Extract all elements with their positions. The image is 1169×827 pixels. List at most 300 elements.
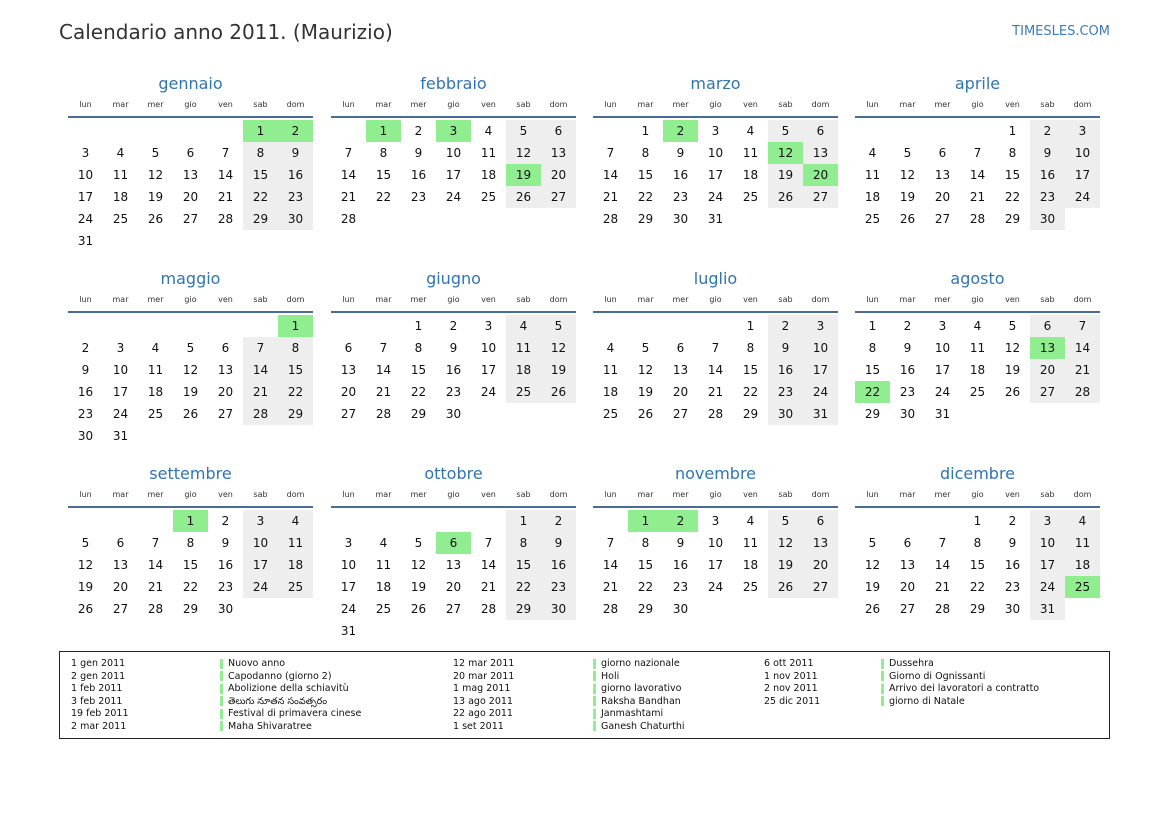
day-cell: 14 <box>243 359 278 381</box>
day-cell: 26 <box>899 212 916 226</box>
empty-cell <box>663 315 698 337</box>
day-cell: 11 <box>506 337 541 359</box>
day-cell: 4 <box>868 146 877 160</box>
day-cell: 5 <box>541 315 576 337</box>
day-cell: 14 <box>217 168 234 182</box>
legend-date: 22 ago 2011 <box>453 708 513 720</box>
day-cell: 12 <box>768 532 803 554</box>
weekday-header <box>593 98 838 118</box>
day-cell: 21 <box>934 580 951 594</box>
day-cell: 31 <box>1030 598 1065 620</box>
holiday-marker <box>593 709 596 719</box>
holiday-marker <box>593 659 596 669</box>
day-cell: 27 <box>934 212 951 226</box>
day-cell: 28 <box>707 407 724 421</box>
day-cell: 2 <box>81 341 90 355</box>
day-cell: 7 <box>973 146 982 160</box>
site-link[interactable]: TIMESLES.COM <box>1012 24 1110 39</box>
day-cell: 14 <box>969 168 986 182</box>
empty-cell <box>103 315 138 337</box>
empty-cell <box>366 315 401 337</box>
day-cell: 14 <box>602 168 619 182</box>
month-title: giugno <box>426 269 481 288</box>
month-title: agosto <box>950 269 1005 288</box>
day-cell: 22 <box>243 186 278 208</box>
day-cell: 28 <box>480 602 497 616</box>
day-cell: 17 <box>112 385 129 399</box>
legend-date: 1 set 2011 <box>453 720 504 732</box>
day-cell: 13 <box>445 558 462 572</box>
empty-cell <box>331 510 366 532</box>
day-cell: 17 <box>707 168 724 182</box>
weekday-label: dom <box>811 295 830 304</box>
weekday-label: ven <box>218 490 233 499</box>
day-cell: 9 <box>1030 142 1065 164</box>
legend-date: 13 ago 2011 <box>453 695 513 707</box>
day-cell: 29 <box>506 598 541 620</box>
day-cell: 8 <box>641 146 650 160</box>
day-cell: 21 <box>602 190 619 204</box>
day-cell: 29 <box>243 208 278 230</box>
holiday-marker <box>593 684 596 694</box>
day-cell: 18 <box>506 359 541 381</box>
day-cell: 28 <box>969 212 986 226</box>
day-cell: 2 <box>903 319 912 333</box>
day-cell: 15 <box>278 359 313 381</box>
day-cell: 7 <box>606 146 615 160</box>
day-cell: 7 <box>379 341 388 355</box>
day-cell: 9 <box>1008 536 1017 550</box>
day-cell: 23 <box>541 576 576 598</box>
day-cell: 23 <box>217 580 234 594</box>
holiday-marker <box>220 659 223 669</box>
day-cell: 4 <box>746 124 755 138</box>
legend-holiday-name: Abolizione della schiavitù <box>228 683 349 695</box>
day-cell: 8 <box>243 142 278 164</box>
day-cell: 18 <box>375 580 392 594</box>
weekday-label: gio <box>971 295 984 304</box>
legend-entry <box>593 658 685 671</box>
weekday-label: sab <box>516 490 531 499</box>
legend-holiday-name: Maha Shivaratree <box>228 720 312 732</box>
day-cell: 30 <box>899 407 916 421</box>
day-cell: 29 <box>410 407 427 421</box>
day-cell: 16 <box>541 554 576 576</box>
day-cell: 3 <box>344 536 353 550</box>
day-cell: 12 <box>899 168 916 182</box>
legend-holiday-name: giorno nazionale <box>601 658 680 669</box>
month-maggio <box>68 268 313 447</box>
day-cell: 1 <box>641 124 650 138</box>
legend-date: 25 dic 2011 <box>764 695 821 707</box>
day-cell: 9 <box>449 341 458 355</box>
holiday-day-cell: 2 <box>663 510 698 532</box>
day-cell: 17 <box>1030 554 1065 576</box>
day-cell: 22 <box>410 385 427 399</box>
weekday-label: ven <box>743 100 758 109</box>
month-title: aprile <box>954 74 1001 93</box>
day-cell: 30 <box>217 602 234 616</box>
day-cell: 6 <box>186 146 195 160</box>
day-cell: 17 <box>707 558 724 572</box>
day-cell: 30 <box>1004 602 1021 616</box>
weekday-label: ven <box>743 490 758 499</box>
holiday-day-cell: 13 <box>1030 337 1065 359</box>
day-cell: 7 <box>484 536 493 550</box>
empty-cell <box>855 510 890 532</box>
month-dicembre <box>855 463 1100 620</box>
day-cell: 21 <box>1065 359 1100 381</box>
weekday-header <box>855 488 1100 508</box>
legend-date: 6 ott 2011 <box>764 658 814 669</box>
day-cell: 1 <box>973 514 982 528</box>
day-cell: 23 <box>410 190 427 204</box>
weekday-label: gio <box>971 100 984 109</box>
day-cell: 5 <box>81 536 90 550</box>
day-cell: 28 <box>934 602 951 616</box>
legend-col1-names <box>220 658 361 734</box>
day-cell: 29 <box>742 407 759 421</box>
day-cell: 30 <box>1030 208 1065 230</box>
day-cell: 11 <box>278 532 313 554</box>
day-cell: 25 <box>969 385 986 399</box>
weekday-label: dom <box>1073 100 1092 109</box>
holiday-day-cell: 25 <box>1065 576 1100 598</box>
legend-date: 3 feb 2011 <box>71 695 123 707</box>
weekday-label: lun <box>866 295 879 304</box>
day-cell: 10 <box>707 536 724 550</box>
day-cell: 4 <box>506 315 541 337</box>
day-cell: 7 <box>1065 315 1100 337</box>
empty-cell <box>925 120 960 142</box>
weekday-label: sab <box>253 100 268 109</box>
day-cell: 30 <box>768 403 803 425</box>
day-cell: 28 <box>375 407 392 421</box>
weekday-header <box>331 293 576 313</box>
weekday-label: mer <box>672 295 689 304</box>
day-cell: 21 <box>147 580 164 594</box>
weekday-header <box>68 293 313 313</box>
day-cell: 22 <box>1004 190 1021 204</box>
weekday-label: mar <box>899 100 916 109</box>
day-cell: 23 <box>1004 580 1021 594</box>
legend-entry <box>593 721 685 734</box>
weekday-label: sab <box>253 295 268 304</box>
weekday-label: ven <box>1005 100 1020 109</box>
empty-cell <box>68 510 103 532</box>
weekday-header <box>593 488 838 508</box>
day-cell: 12 <box>147 168 164 182</box>
legend-entry <box>220 658 361 671</box>
day-cell: 15 <box>243 164 278 186</box>
weekday-label: lun <box>79 295 92 304</box>
legend-entry <box>881 671 1039 684</box>
day-cell: 20 <box>340 385 357 399</box>
day-cell: 26 <box>768 186 803 208</box>
day-grid <box>331 510 576 642</box>
day-cell: 12 <box>410 558 427 572</box>
day-cell: 21 <box>243 381 278 403</box>
empty-cell <box>208 315 243 337</box>
empty-cell <box>471 510 506 532</box>
day-cell: 5 <box>151 146 160 160</box>
weekday-label: lun <box>604 295 617 304</box>
holiday-day-cell: 2 <box>663 120 698 142</box>
day-cell: 27 <box>672 407 689 421</box>
legend-entry <box>593 683 685 696</box>
holiday-day-cell: 22 <box>855 381 890 403</box>
legend-date: 20 mar 2011 <box>453 670 515 682</box>
legend-date: 1 feb 2011 <box>71 683 123 695</box>
day-cell: 6 <box>541 120 576 142</box>
day-cell: 8 <box>641 536 650 550</box>
holiday-day-cell: 1 <box>366 120 401 142</box>
day-cell: 22 <box>742 385 759 399</box>
weekday-label: lun <box>342 100 355 109</box>
weekday-label: mar <box>899 295 916 304</box>
day-cell: 3 <box>711 514 720 528</box>
day-cell: 15 <box>410 363 427 377</box>
day-cell: 15 <box>182 558 199 572</box>
day-cell: 5 <box>414 536 423 550</box>
holiday-day-cell: 1 <box>628 510 663 532</box>
day-cell: 11 <box>864 168 881 182</box>
day-cell: 11 <box>602 363 619 377</box>
day-cell: 15 <box>375 168 392 182</box>
day-cell: 5 <box>641 341 650 355</box>
day-cell: 5 <box>506 120 541 142</box>
day-cell: 28 <box>1065 381 1100 403</box>
day-cell: 23 <box>77 407 94 421</box>
weekday-label: gio <box>709 490 722 499</box>
month-title: settembre <box>149 464 232 483</box>
weekday-header <box>68 488 313 508</box>
day-cell: 13 <box>899 558 916 572</box>
day-cell: 1 <box>506 510 541 532</box>
month-agosto <box>855 268 1100 425</box>
day-cell: 19 <box>768 164 803 186</box>
day-cell: 3 <box>1065 120 1100 142</box>
weekday-label: sab <box>1040 295 1055 304</box>
day-cell: 8 <box>414 341 423 355</box>
day-cell: 15 <box>637 168 654 182</box>
day-cell: 18 <box>864 190 881 204</box>
day-cell: 6 <box>676 341 685 355</box>
legend-col3-dates <box>764 658 820 708</box>
weekday-label: sab <box>516 295 531 304</box>
legend-entry <box>593 708 685 721</box>
day-cell: 24 <box>340 602 357 616</box>
legend-holiday-name: Giorno di Ognissanti <box>889 670 986 682</box>
day-grid <box>855 120 1100 230</box>
weekday-label: ven <box>481 295 496 304</box>
day-cell: 31 <box>77 234 94 248</box>
day-cell: 18 <box>147 385 164 399</box>
day-cell: 10 <box>1065 142 1100 164</box>
weekday-header <box>68 98 313 118</box>
day-cell: 16 <box>278 164 313 186</box>
holiday-marker <box>220 721 223 731</box>
day-cell: 10 <box>77 168 94 182</box>
day-cell: 14 <box>707 363 724 377</box>
legend-entry <box>881 658 1039 671</box>
day-cell: 24 <box>445 190 462 204</box>
day-cell: 25 <box>506 381 541 403</box>
month-aprile <box>855 73 1100 230</box>
page-title: Calendario anno 2011. (Maurizio) <box>59 20 393 44</box>
day-cell: 4 <box>379 536 388 550</box>
day-cell: 25 <box>742 580 759 594</box>
day-cell: 29 <box>864 407 881 421</box>
day-cell: 8 <box>1008 146 1017 160</box>
empty-cell <box>855 120 890 142</box>
day-grid <box>855 510 1100 620</box>
day-cell: 10 <box>480 341 497 355</box>
month-title: gennaio <box>158 74 223 93</box>
day-cell: 23 <box>1030 186 1065 208</box>
day-cell: 8 <box>868 341 877 355</box>
holiday-marker <box>593 671 596 681</box>
legend-holiday-name: Dussehra <box>889 658 934 669</box>
day-cell: 4 <box>973 319 982 333</box>
holiday-marker <box>881 684 884 694</box>
day-cell: 8 <box>746 341 755 355</box>
empty-cell <box>628 315 663 337</box>
day-cell: 9 <box>676 146 685 160</box>
weekday-header <box>593 293 838 313</box>
day-cell: 31 <box>934 407 951 421</box>
empty-cell <box>960 120 995 142</box>
day-cell: 20 <box>112 580 129 594</box>
day-cell: 22 <box>182 580 199 594</box>
weekday-label: ven <box>218 100 233 109</box>
day-cell: 21 <box>707 385 724 399</box>
weekday-label: ven <box>218 295 233 304</box>
legend-holiday-name: తెలుగు నూతన సంవత్సరం <box>228 695 328 707</box>
day-cell: 7 <box>938 536 947 550</box>
day-cell: 18 <box>742 558 759 572</box>
day-grid <box>68 315 313 447</box>
weekday-label: dom <box>286 490 305 499</box>
legend-date: 19 feb 2011 <box>71 708 129 720</box>
day-cell: 19 <box>147 190 164 204</box>
weekday-label: dom <box>549 295 568 304</box>
day-cell: 27 <box>182 212 199 226</box>
day-cell: 28 <box>243 403 278 425</box>
month-title: maggio <box>160 269 221 288</box>
weekday-label: sab <box>1040 100 1055 109</box>
legend-date: 12 mar 2011 <box>453 658 515 669</box>
holiday-marker <box>220 709 223 719</box>
day-cell: 10 <box>243 532 278 554</box>
day-grid <box>68 120 313 252</box>
day-cell: 7 <box>243 337 278 359</box>
day-cell: 19 <box>541 359 576 381</box>
day-cell: 24 <box>1065 186 1100 208</box>
legend-holiday-name: Holi <box>601 670 620 682</box>
day-cell: 18 <box>278 554 313 576</box>
legend-date: 1 gen 2011 <box>71 658 126 669</box>
day-cell: 20 <box>217 385 234 399</box>
day-grid <box>593 510 838 620</box>
weekday-label: gio <box>184 100 197 109</box>
legend-date: 2 mar 2011 <box>71 720 127 732</box>
empty-cell <box>103 120 138 142</box>
day-cell: 11 <box>480 146 497 160</box>
day-cell: 23 <box>445 385 462 399</box>
legend-date: 2 nov 2011 <box>764 683 818 695</box>
day-cell: 29 <box>637 602 654 616</box>
day-cell: 18 <box>742 168 759 182</box>
day-cell: 11 <box>147 363 164 377</box>
day-cell: 26 <box>506 186 541 208</box>
weekday-label: gio <box>447 490 460 499</box>
month-title: luglio <box>693 269 738 288</box>
day-cell: 15 <box>864 363 881 377</box>
day-cell: 12 <box>864 558 881 572</box>
day-cell: 11 <box>112 168 129 182</box>
empty-cell <box>103 510 138 532</box>
empty-cell <box>593 510 628 532</box>
month-title: febbraio <box>420 74 487 93</box>
day-cell: 12 <box>182 363 199 377</box>
day-cell: 1 <box>868 319 877 333</box>
day-cell: 31 <box>803 403 838 425</box>
day-cell: 9 <box>768 337 803 359</box>
weekday-label: mar <box>375 295 392 304</box>
day-cell: 14 <box>375 363 392 377</box>
day-cell: 1 <box>1008 124 1017 138</box>
day-cell: 26 <box>147 212 164 226</box>
weekday-label: lun <box>342 490 355 499</box>
day-cell: 6 <box>803 120 838 142</box>
empty-cell <box>925 510 960 532</box>
day-cell: 18 <box>1065 554 1100 576</box>
day-grid <box>593 120 838 230</box>
day-cell: 25 <box>147 407 164 421</box>
day-cell: 27 <box>112 602 129 616</box>
day-cell: 7 <box>711 341 720 355</box>
weekday-label: mer <box>672 490 689 499</box>
day-cell: 28 <box>602 602 619 616</box>
day-cell: 16 <box>445 363 462 377</box>
day-grid <box>593 315 838 425</box>
empty-cell <box>173 315 208 337</box>
empty-cell <box>593 120 628 142</box>
weekday-label: mer <box>410 100 427 109</box>
day-cell: 29 <box>1004 212 1021 226</box>
day-cell: 7 <box>344 146 353 160</box>
day-cell: 12 <box>541 337 576 359</box>
day-cell: 29 <box>969 602 986 616</box>
day-cell: 3 <box>81 146 90 160</box>
day-cell: 10 <box>934 341 951 355</box>
month-febbraio <box>331 73 576 230</box>
holiday-day-cell: 2 <box>278 120 313 142</box>
weekday-label: gio <box>184 490 197 499</box>
day-cell: 16 <box>672 168 689 182</box>
day-cell: 30 <box>672 602 689 616</box>
day-cell: 2 <box>414 124 423 138</box>
empty-cell <box>68 315 103 337</box>
day-cell: 20 <box>445 580 462 594</box>
legend-holiday-name: Festival di primavera cinese <box>228 708 362 720</box>
day-cell: 13 <box>182 168 199 182</box>
day-cell: 19 <box>864 580 881 594</box>
day-cell: 27 <box>899 602 916 616</box>
day-cell: 9 <box>81 363 90 377</box>
day-cell: 17 <box>803 359 838 381</box>
